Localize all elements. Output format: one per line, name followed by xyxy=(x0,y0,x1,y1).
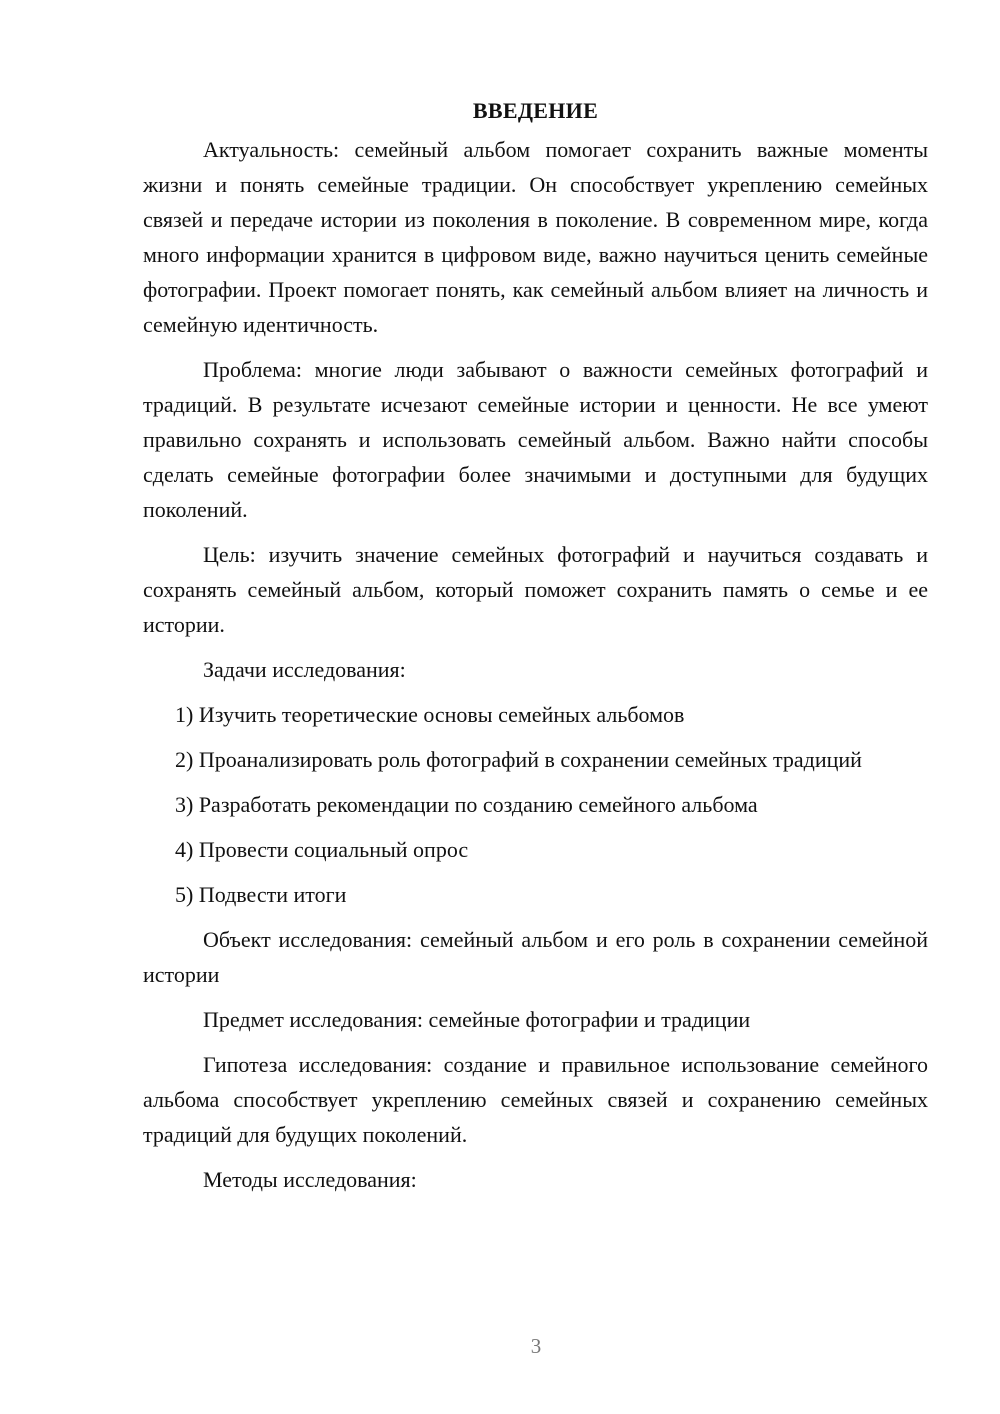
methods-label: Методы исследования: xyxy=(203,1167,417,1192)
subject-paragraph: Предмет исследования: семейные фотографии и традиции xyxy=(203,1007,751,1032)
task-item-1: 1) Изучить теоретические основы семейных альбомов xyxy=(175,702,685,727)
object-paragraph: Объект исследования: семейный альбом и его роль в сохранении семейной истории xyxy=(143,927,928,987)
goal-paragraph: Цель: изучить значение семейных фотографий и научиться создавать и сохранять семейный альбом, который поможет сохранить память о семье и ее истории. xyxy=(143,542,928,637)
problem-paragraph: Проблема: многие люди забывают о важности семейных фотографий и традиций. В результате исчезают семейные истории и ценности. Не все умеют правильно сохранять и использовать семейный альбом. Важно найти способы сделать семейные фотографии более значимыми и доступными для будущих поколений. xyxy=(143,357,928,522)
task-item-4: 4) Провести социальный опрос xyxy=(175,837,469,862)
page-content xyxy=(143,96,928,1207)
task-item-5: 5) Подвести итоги xyxy=(175,882,347,907)
task-item-3: 3) Разработать рекомендации по созданию семейного альбома xyxy=(175,792,758,817)
page-number: 3 xyxy=(530,1334,542,1358)
task-item-2: 2) Проанализировать роль фотографий в сохранении семейных традиций xyxy=(175,747,862,772)
hypothesis-paragraph: Гипотеза исследования: создание и правильное использование семейного альбома способствует укреплению семейных связей и сохранению семейных традиций для будущих поколений. xyxy=(143,1052,928,1147)
tasks-label: Задачи исследования: xyxy=(203,657,406,682)
page-heading: ВВЕДЕНИЕ xyxy=(472,98,599,123)
relevance-paragraph: Актуальность: семейный альбом помогает сохранить важные моменты жизни и понять семейные традиции. Он способствует укреплению семейных связей и передаче истории из поколения в поколение. В современном мире, когда много информации хранится в цифровом виде, важно научиться ценить семейные фотографии. Проект помогает понять, как семейный альбом влияет на личность и семейную идентичность. xyxy=(143,137,928,337)
tasks-list xyxy=(143,697,928,912)
